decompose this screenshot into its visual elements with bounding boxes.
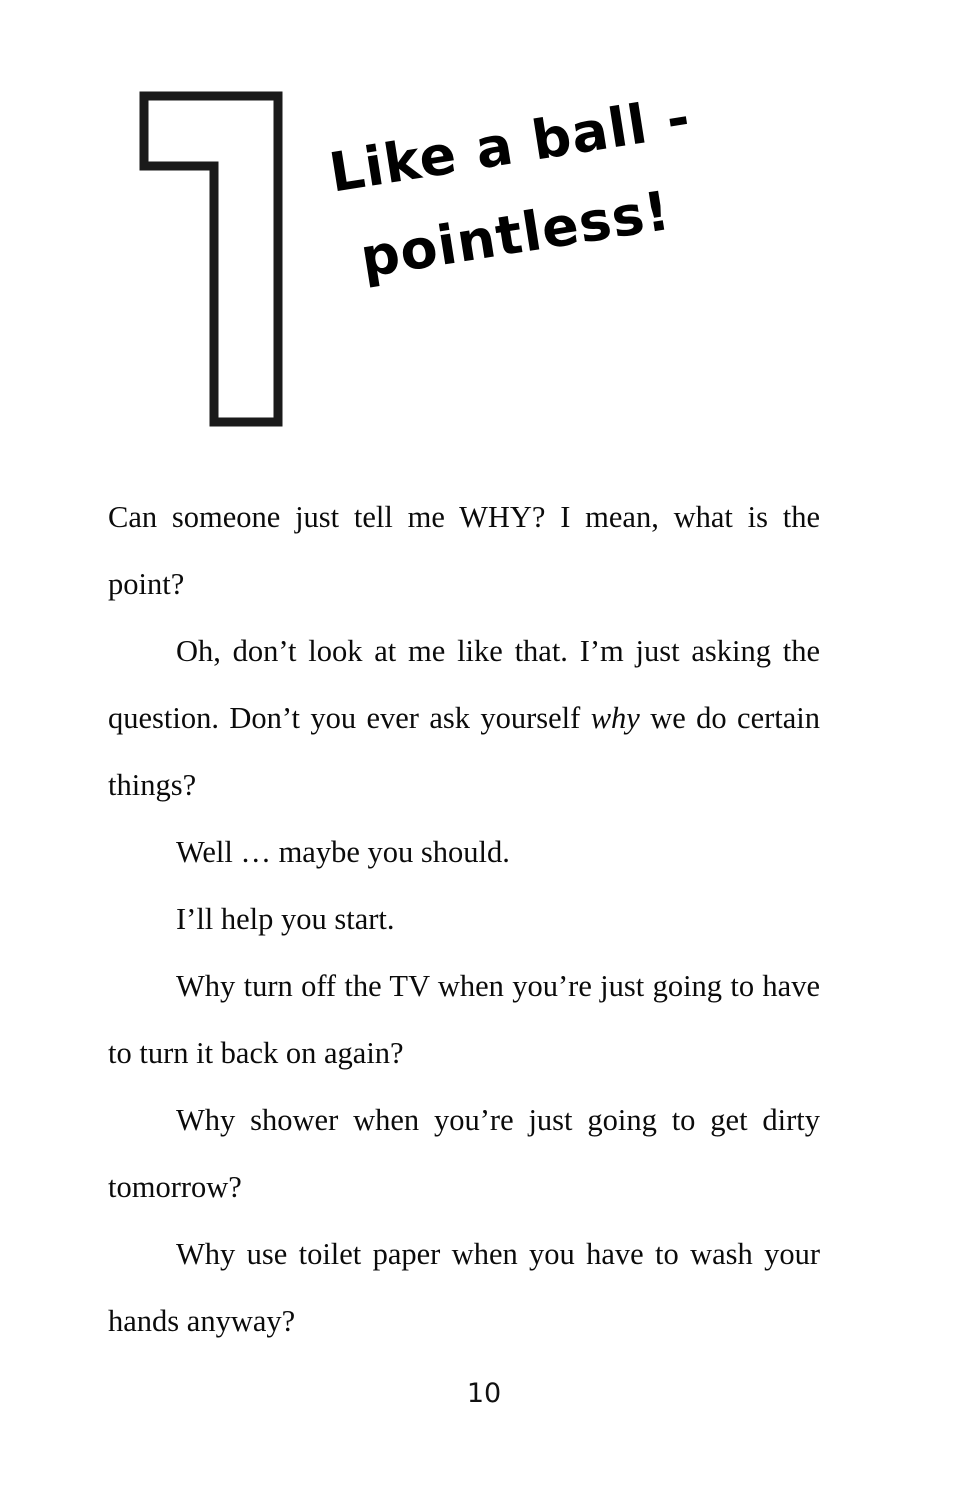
paragraph-6: Why shower when you’re just going to get dirty tomorrow? [108,1103,820,1204]
chapter-title-line-2: pointless! [356,178,675,290]
paragraph-2-italic-word: why [590,701,640,735]
paragraph-2-part-b: we do certain things? [108,701,821,802]
paragraph-2-part-a: Oh, don’t look at me like that. I’m just asking the question. Don’t you ever ask yourself [108,634,820,735]
body-text [108,484,820,1355]
chapter-title-line-1: Like a ball - [325,85,695,205]
chapter-number-graphic [128,88,318,438]
paragraph-3: Well … maybe you should. [176,835,510,869]
chapter-header [0,60,968,460]
paragraph-7: Why use toilet paper when you have to wash your hands anyway? [108,1237,820,1338]
chapter-title [325,85,830,290]
paragraph-1: Can someone just tell me WHY? I mean, what is the point? [108,500,820,601]
paragraph-5: Why turn off the TV when you’re just going to have to turn it back on again? [108,969,820,1070]
page-number: 10 [466,1378,502,1409]
paragraph-2 [108,618,820,819]
paragraph-4: I’ll help you start. [176,902,395,936]
